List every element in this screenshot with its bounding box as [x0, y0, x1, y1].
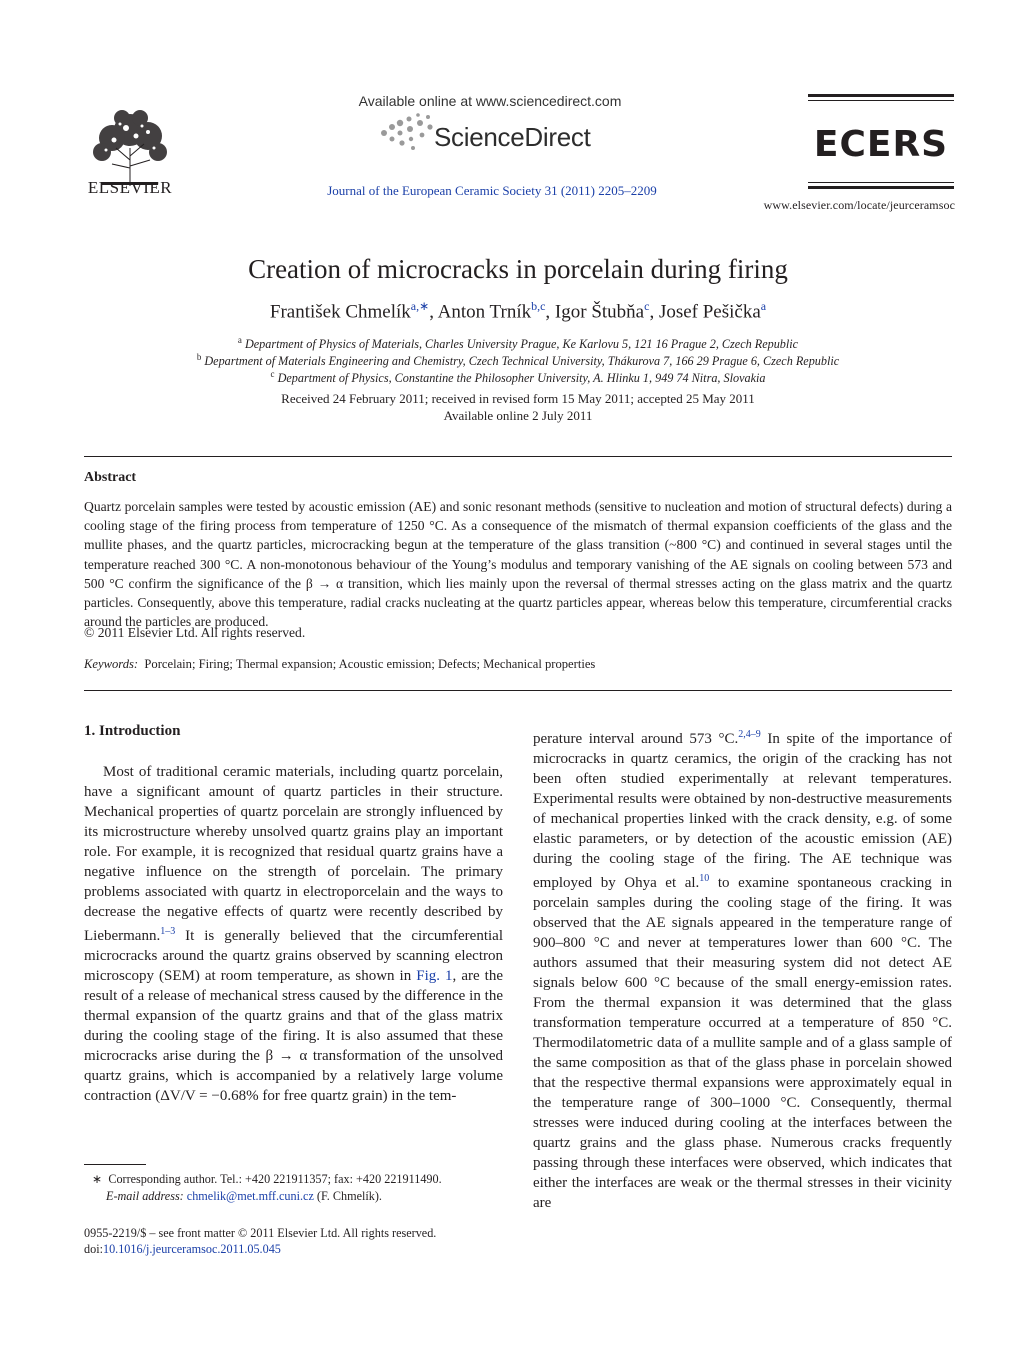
available-online-notice[interactable]: Available online at www.sciencedirect.com — [358, 93, 622, 109]
author-list: František Chmelík$^{a,∗}$, Anton Trník$^{b,c}$, Igor Štubňa$^c$, Josef Pešička$^a$ — [269, 299, 767, 323]
journal-reference-link[interactable]: Journal of the European Ceramic Society 31 (2011) 2205–2209 — [327, 183, 657, 198]
email-link[interactable]: chmelik@met.mff.cuni.cz — [186, 1189, 314, 1203]
affiliation: $^b$ Department of Materials Engineering and Chemistry, Czech Technical University, Thákurova 7, 166 29 Prague 6, Czech Republic — [196, 352, 840, 369]
author-name: Anton Trník — [437, 301, 532, 323]
author-affiliation-mark[interactable]: c — [644, 299, 650, 313]
divider — [84, 690, 952, 691]
author-name: František Chmelík — [269, 301, 411, 323]
divider — [84, 456, 952, 457]
email-footnote: E-mail address: chmelik@met.mff.cuni.cz (F. Chmelík). — [106, 1189, 382, 1203]
doi-link[interactable]: 10.1016/j.jeurceramsoc.2011.05.045 — [102, 1242, 281, 1256]
available-online-date: Available online 2 July 2011 — [443, 408, 593, 423]
received-dates: Received 24 February 2011; received in revised form 15 May 2011; accepted 25 May 2011 — [281, 391, 755, 406]
citation-link[interactable]: 10 — [699, 873, 710, 884]
doi-line: doi:10.1016/j.jeurceramsoc.2011.05.045 — [84, 1242, 281, 1256]
abstract-copyright: © 2011 Elsevier Ltd. All rights reserved. — [84, 625, 306, 640]
abstract-body: Quartz porcelain samples were tested by acoustic emission (AE) and sonic resonant methods (sensitive to nucleation and motion of structural defects) during a cooling stage of the firing process from temperature of 1250 °C. As a consequence of the mismatch of thermal expansion coefficients of the glass and the mullite phases, and the quartz particles, microcracking begun at the temperature of the glass transition (~800 °C) and continued in several stages until the temperature reached 300 °C. A non-monotonous behaviour of the Young’s modulus and temporary vanishing of the AE signals on cooling between 573 and 500 °C confirm the significance of the β → α transition, which lies mainly upon the reversal of thermal stresses acting on the glass matrix and the quartz particles. Consequently, above this temperature, radial cracks nucleating at the quartz particles appear, whereas below this temperature, circumferential cracks around the particles are produced. — [84, 499, 952, 630]
article-title: Creation of microcracks in porcelain during firing — [248, 254, 788, 284]
intro-left-column: Most of traditional ceramic materials, including quartz porcelain, have a significant amount of quartz particles in their structure. Mechanical properties of quartz porcelain are strongly influenced by its microstructure whereby unsolved quartz grains play an important role. For example, it is recognized that residual quartz grains have a negative influence on the strength of porcelain. The primary problems associated with quartz in electroporcelain and the ways to decrease the negative effects of quartz were recently described by Liebermann.$^{1-3}$ It is generally believed that the circumferential microcracks around the quartz grains observed by scanning electron microscopy (SEM) at room temperature, as shown in Fig. 1, are the result of a release of mechanical stress caused by the difference in the thermal expansion of the quartz grains and that of the glass matrix during the cooling stage of the firing. It is also assumed that these microcracks arise during the β → α transformation of the unsolved quartz grains, which is accompanied by a relatively large volume contraction (ΔV/V = −0.68% for free quartz grain) in the tem- — [84, 764, 503, 1104]
elsevier-wordmark: ELSEVIER — [87, 178, 173, 197]
keywords-list: Porcelain; Firing; Thermal expansion; Acoustic emission; Defects; Mechanical properties — [144, 657, 596, 671]
intro-right-column: perature interval around 573 °C.$^{2,4-9}$ In spite of the importance of microcracks in quartz ceramics, the origin of the cracking has not been often studied experimentally at relevant temperatures. Experimental results were obtained by non-destructive measurements of mechanical properties linked with the crack density, e.g. of some elastic parameters, or by detection of the acoustic emission (AE) during the cooling stage of the firing. The AE technique was employed by Ohya et al.$^{10}$ to examine spontaneous cracking in porcelain samples during the cooling stage of the firing. It was observed that the AE signals appeared in the temperature range of 900–800 °C and never at temperatures lower than 600 °C. The authors assumed that their measuring system did not detect AE signals below 600 °C because of the small energy-emission rates. From the thermal expansion it was determined that the glass transformation temperature occurred at a temperature of 850 °C. Thermodilatometric data of a mullite sample and of a glass sample of the same composition as that of the glass phase in porcelain showed that the respective thermal expansions were approximately equal in the temperature range of 300–1000 °C. Consequently, thermal stresses were induced during cooling at the interfaces between the quartz grains and the glass phase. Numerous cracks frequently passing through these interfaces were observed, which indicates that either the interfaces are weak or the thermal stresses in their vicinity are — [533, 729, 953, 1211]
corresponding-author-footnote: ∗ Corresponding author. Tel.: +420 221911357; fax: +420 221911490. — [92, 1172, 442, 1186]
sciencedirect-wordmark[interactable]: ScienceDirect — [434, 122, 591, 152]
citation-link[interactable]: 2,4–9 — [738, 729, 761, 740]
author-affiliation-mark[interactable]: a,∗ — [410, 299, 430, 313]
footnote-divider — [84, 1164, 146, 1165]
author-name: Igor Štubňa — [554, 301, 645, 323]
issn-line: 0955-2219/$ – see front matter © 2011 Elsevier Ltd. All rights reserved. — [84, 1226, 437, 1240]
citation-link[interactable]: 1–3 — [160, 926, 176, 937]
author-name: Josef Pešička — [658, 301, 761, 323]
section-heading-introduction: 1. Introduction — [84, 723, 181, 739]
affiliation: $^c$ Department of Physics, Constantine the Philosopher University, A. Hlinku 1, 949 74 Nitra, Slovakia — [270, 369, 766, 386]
ecers-journal-logo — [808, 94, 954, 190]
ecers-logo-text: ECERS — [813, 124, 949, 165]
author-affiliation-mark[interactable]: b,c — [531, 299, 546, 313]
journal-homepage-link[interactable]: www.elsevier.com/locate/jeurceramsoc — [763, 198, 955, 212]
keywords-label: Keywords: — [84, 657, 139, 671]
author-affiliation-mark[interactable]: a — [760, 299, 767, 313]
affiliation: $^a$ Department of Physics of Materials, Charles University Prague, Ke Karlovu 5, 121 16 Prague 2, Czech Republic — [237, 335, 799, 352]
keywords-line — [84, 657, 595, 672]
abstract-heading: Abstract — [84, 470, 137, 485]
figure-link[interactable]: Fig. 1 — [416, 968, 453, 984]
